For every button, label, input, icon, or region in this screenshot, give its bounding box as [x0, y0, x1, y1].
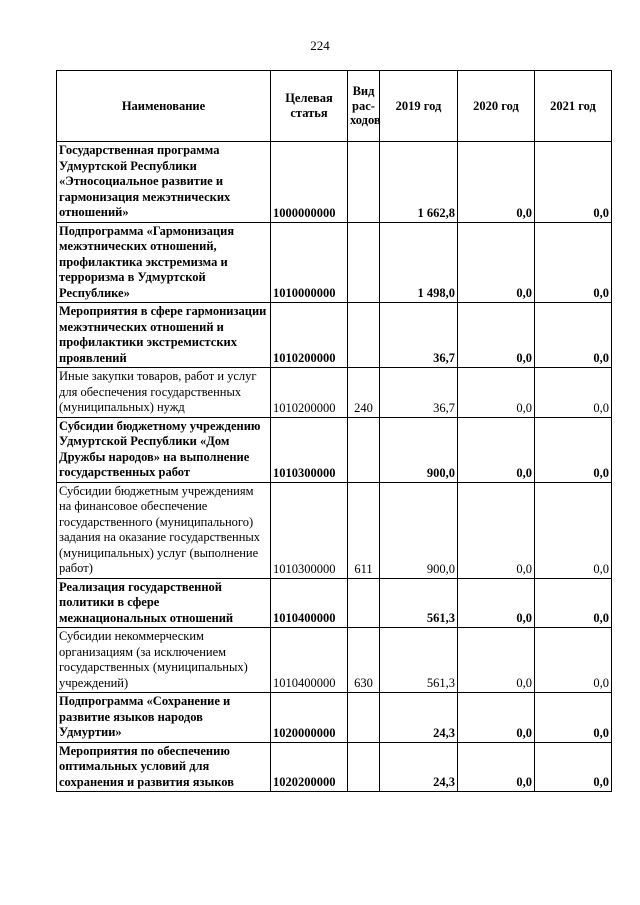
row-name-cell: Субсидии некоммерческим организациям (за исключением государственных (муниципальных) учреждений)	[57, 628, 271, 693]
row-2019-cell: 36,7	[380, 303, 458, 368]
header-target-article: Целевая статья	[271, 71, 348, 142]
header-expense-type: Вид рас-ходов	[348, 71, 380, 142]
row-target-article-cell: 1010200000	[271, 368, 348, 418]
row-target-article-cell: 1010400000	[271, 628, 348, 693]
row-2021-cell: 0,0	[535, 742, 612, 792]
table-header-row	[57, 71, 612, 142]
table-row	[57, 628, 612, 693]
row-2020-cell: 0,0	[458, 417, 535, 482]
row-2021-cell: 0,0	[535, 222, 612, 303]
row-expense-type-cell: 630	[348, 628, 380, 693]
row-expense-type-cell	[348, 417, 380, 482]
row-2020-cell: 0,0	[458, 742, 535, 792]
row-2020-cell: 0,0	[458, 578, 535, 628]
row-name-cell: Мероприятия по обеспечению оптимальных условий для сохранения и развития языков	[57, 742, 271, 792]
row-target-article-cell: 1000000000	[271, 142, 348, 223]
row-name-cell: Подпрограмма «Гармонизация межэтнических отношений, профилактика экстремизма и терроризма в Удмуртской Республике»	[57, 222, 271, 303]
row-2020-cell: 0,0	[458, 628, 535, 693]
row-expense-type-cell: 240	[348, 368, 380, 418]
row-target-article-cell: 1010000000	[271, 222, 348, 303]
row-2020-cell: 0,0	[458, 368, 535, 418]
row-name-cell: Реализация государственной политики в сфере межнациональных отношений	[57, 578, 271, 628]
row-expense-type-cell	[348, 693, 380, 743]
row-expense-type-cell	[348, 142, 380, 223]
table-row	[57, 417, 612, 482]
row-target-article-cell: 1010300000	[271, 417, 348, 482]
header-name: Наименование	[57, 71, 271, 142]
row-name-cell: Государственная программа Удмуртской Республики «Этносоциальное развитие и гармонизация межэтнических отношений»	[57, 142, 271, 223]
row-expense-type-cell	[348, 742, 380, 792]
row-2019-cell: 561,3	[380, 578, 458, 628]
header-2019: 2019 год	[380, 71, 458, 142]
row-2020-cell: 0,0	[458, 482, 535, 578]
row-expense-type-cell	[348, 578, 380, 628]
row-name-cell: Субсидии бюджетным учреждениям на финансовое обеспечение государственного (муниципального) задания на оказание государственных (муниципальных) услуг (выполнение работ)	[57, 482, 271, 578]
row-name-cell: Иные закупки товаров, работ и услуг для обеспечения государственных (муниципальных) нужд	[57, 368, 271, 418]
row-2020-cell: 0,0	[458, 142, 535, 223]
row-target-article-cell: 1010300000	[271, 482, 348, 578]
header-2021: 2021 год	[535, 71, 612, 142]
row-expense-type-cell: 611	[348, 482, 380, 578]
row-2019-cell: 24,3	[380, 693, 458, 743]
table-body	[57, 142, 612, 792]
table-row	[57, 482, 612, 578]
row-2019-cell: 1 498,0	[380, 222, 458, 303]
row-name-cell: Субсидии бюджетному учреждению Удмуртской Республики «Дом Дружбы народов» на выполнение государственных работ	[57, 417, 271, 482]
row-2020-cell: 0,0	[458, 693, 535, 743]
budget-table	[56, 70, 612, 792]
header-2020: 2020 год	[458, 71, 535, 142]
row-expense-type-cell	[348, 303, 380, 368]
table-row	[57, 142, 612, 223]
row-target-article-cell: 1020000000	[271, 693, 348, 743]
row-target-article-cell: 1010400000	[271, 578, 348, 628]
row-2021-cell: 0,0	[535, 142, 612, 223]
row-2020-cell: 0,0	[458, 303, 535, 368]
table-row	[57, 303, 612, 368]
table-row	[57, 693, 612, 743]
table-row	[57, 742, 612, 792]
table-row	[57, 368, 612, 418]
row-2019-cell: 900,0	[380, 417, 458, 482]
row-expense-type-cell	[348, 222, 380, 303]
row-target-article-cell: 1020200000	[271, 742, 348, 792]
row-2019-cell: 900,0	[380, 482, 458, 578]
row-name-cell: Подпрограмма «Сохранение и развитие языков народов Удмуртии»	[57, 693, 271, 743]
page-number: 224	[310, 38, 330, 53]
row-2021-cell: 0,0	[535, 417, 612, 482]
row-2021-cell: 0,0	[535, 628, 612, 693]
row-2021-cell: 0,0	[535, 303, 612, 368]
row-2020-cell: 0,0	[458, 222, 535, 303]
row-target-article-cell: 1010200000	[271, 303, 348, 368]
row-name-cell: Мероприятия в сфере гармонизации межэтнических отношений и профилактики экстремистских проявлений	[57, 303, 271, 368]
table-row	[57, 578, 612, 628]
row-2019-cell: 561,3	[380, 628, 458, 693]
row-2021-cell: 0,0	[535, 482, 612, 578]
row-2021-cell: 0,0	[535, 368, 612, 418]
row-2019-cell: 1 662,8	[380, 142, 458, 223]
row-2019-cell: 36,7	[380, 368, 458, 418]
table-row	[57, 222, 612, 303]
row-2021-cell: 0,0	[535, 578, 612, 628]
row-2019-cell: 24,3	[380, 742, 458, 792]
row-2021-cell: 0,0	[535, 693, 612, 743]
